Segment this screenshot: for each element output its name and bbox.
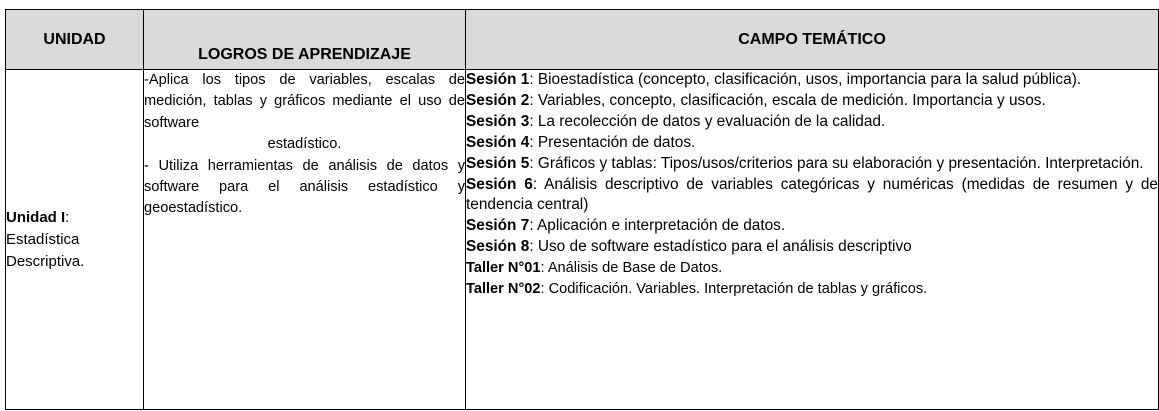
header-unidad: UNIDAD: [6, 10, 144, 70]
workshop-item: [466, 258, 1158, 279]
session-text: : La recolección de datos y evaluación de la calidad.: [529, 112, 886, 130]
session-text: : Aplicación e interpretación de datos.: [529, 217, 786, 235]
unit-name-line2: Descriptiva.: [6, 252, 85, 270]
workshop-label: Taller N°02: [466, 281, 541, 298]
workshop-text: : Codificación. Variables. Interpretación de tablas y gráficos.: [540, 281, 928, 298]
session-label: Sesión 8: [466, 238, 530, 256]
session-label: Sesión 2: [466, 91, 530, 109]
session-text: : Presentación de datos.: [529, 133, 696, 151]
unit-name-line1: Estadística: [6, 230, 80, 248]
session-item: [466, 91, 1158, 112]
unit-colon: :: [65, 208, 70, 226]
workshop-label: Taller N°01: [466, 260, 541, 277]
logro-item: - Utiliza herramientas de análisis de datos y software para el análisis estadístico y geoestadístico.: [144, 157, 465, 217]
unit-label: Unidad I: [6, 208, 66, 226]
logro-item: -Aplica los tipos de variables, escalas de medición, tablas y gráficos mediante el uso de software: [144, 72, 465, 131]
session-label: Sesión 7: [466, 217, 530, 235]
workshop-text: : Análisis de Base de Datos.: [540, 260, 723, 277]
session-item: [466, 237, 1158, 258]
unit-title: [6, 207, 143, 229]
session-item: [466, 175, 1158, 217]
session-item: [466, 216, 1158, 237]
header-logros: LOGROS DE APRENDIZAJE: [144, 10, 466, 70]
logro-item: estadístico.: [267, 136, 342, 153]
session-label: Sesión 5: [466, 154, 530, 172]
session-item: [466, 133, 1158, 154]
session-text: : Bioestadística (concepto, clasificación, usos, importancia para la salud pública).: [529, 71, 1082, 88]
syllabus-table: [5, 9, 1159, 410]
session-item: [466, 154, 1158, 175]
campo-cell: [466, 70, 1159, 410]
session-text: : Gráficos y tablas: Tipos/usos/criterios para su elaboración y presentación. Interpretación.: [529, 154, 1144, 172]
session-label: Sesión 4: [466, 133, 530, 151]
unidad-cell: [6, 70, 144, 410]
logros-cell: [144, 70, 466, 410]
header-row: [6, 10, 1159, 70]
session-text: : Uso de software estadístico para el análisis descriptivo: [529, 238, 912, 256]
session-label: Sesión 3: [466, 112, 530, 130]
session-item: [466, 112, 1158, 133]
session-label: Sesión 6: [466, 175, 533, 193]
workshop-item: [466, 279, 1158, 300]
unit-row: [6, 70, 1159, 410]
session-text: : Variables, concepto, clasificación, escala de medición. Importancia y usos.: [529, 91, 1046, 109]
session-label: Sesión 1: [466, 71, 530, 88]
session-item: [466, 70, 1158, 91]
header-campo: CAMPO TEMÁTICO: [466, 10, 1159, 70]
session-text: : Análisis descriptivo de variables categóricas y numéricas (medidas de resumen y de tendencia central): [466, 175, 1158, 214]
